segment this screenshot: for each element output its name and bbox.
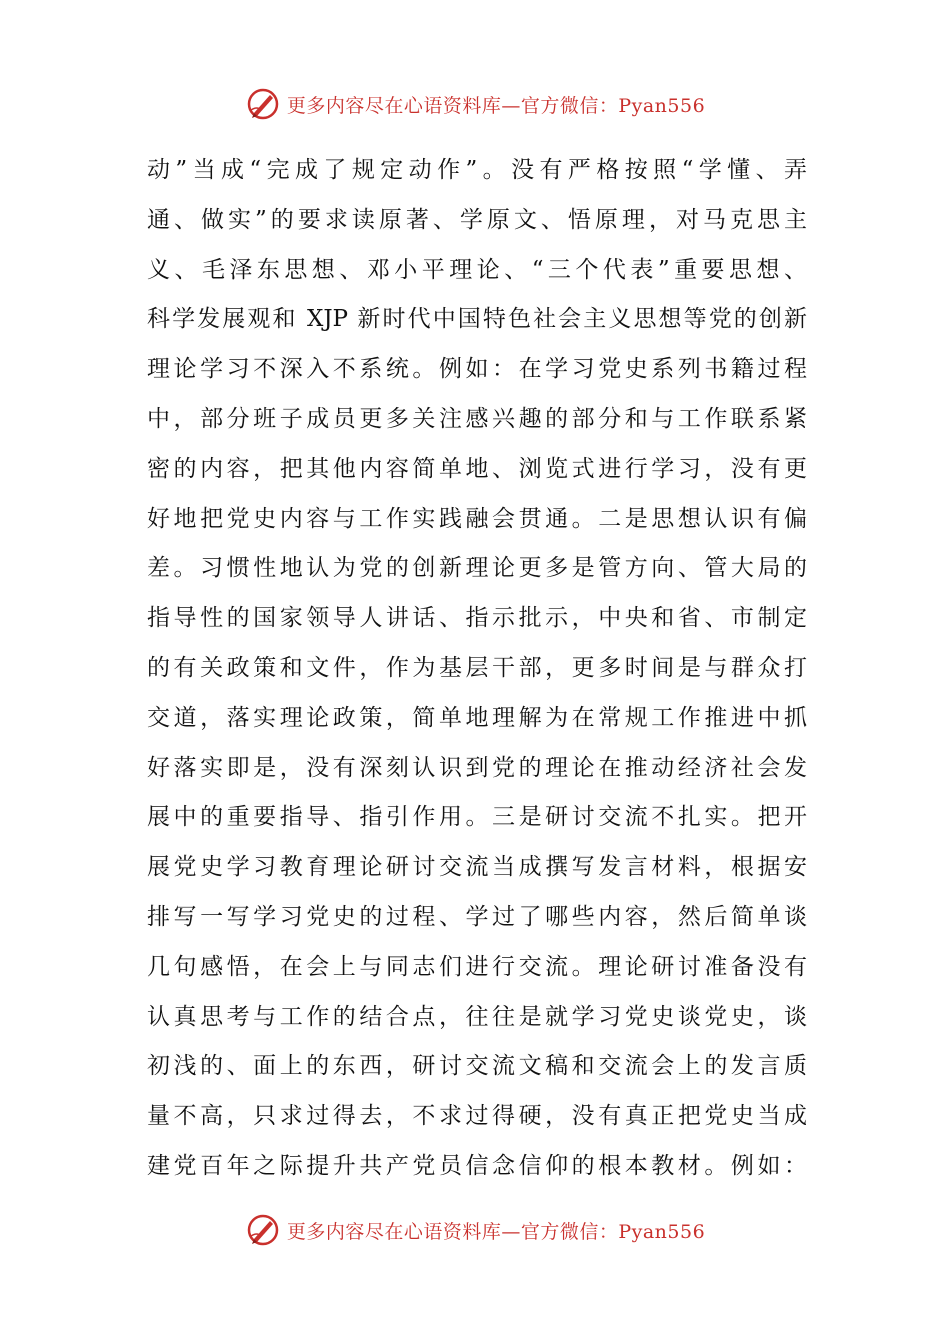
text-line: 初浅的、面上的东西，研讨交流文稿和交流会上的发言质 bbox=[147, 1053, 807, 1080]
text-line: 认真思考与工作的结合点，往往是就学习党史谈党史，谈 bbox=[147, 1003, 807, 1030]
header-banner bbox=[0, 82, 950, 126]
document-body bbox=[147, 146, 807, 1192]
text-line: 交道，落实理论政策，简单地理解为在常规工作推进中抓 bbox=[147, 704, 807, 731]
text-line: 建党百年之际提升共产党员信念信仰的根本教材。例如： bbox=[147, 1152, 807, 1179]
text-line: 指导性的国家领导人讲话、指示批示，中央和省、市制定 bbox=[147, 605, 807, 632]
header-banner-text: 更多内容尽在心语资料库—官方微信：Pyan556 bbox=[286, 94, 706, 117]
text-line: 排写一写学习党史的过程、学过了哪些内容，然后简单谈 bbox=[147, 903, 807, 930]
text-line: 密的内容，把其他内容简单地、浏览式进行学习，没有更 bbox=[147, 455, 807, 482]
text-line: 几句感悟，在会上与同志们进行交流。理论研讨准备没有 bbox=[147, 953, 807, 980]
footer-banner-text: 更多内容尽在心语资料库—官方微信：Pyan556 bbox=[286, 1220, 706, 1243]
text-line: 展党史学习教育理论研讨交流当成撰写发言材料，根据安 bbox=[147, 854, 807, 881]
pen-logo-icon bbox=[245, 1212, 281, 1248]
text-line: 理论学习不深入不系统。例如：在学习党史系列书籍过程 bbox=[147, 356, 807, 383]
text-line: 中，部分班子成员更多关注感兴趣的部分和与工作联系紧 bbox=[147, 405, 807, 432]
text-line: 好地把党史内容与工作实践融会贯通。二是思想认识有偏 bbox=[147, 505, 807, 532]
text-line: 好落实即是，没有深刻认识到党的理论在推动经济社会发 bbox=[147, 754, 807, 781]
footer-banner bbox=[0, 1208, 950, 1252]
text-line: 展中的重要指导、指引作用。三是研讨交流不扎实。把开 bbox=[147, 804, 807, 831]
text-line: 量不高，只求过得去，不求过得硬，没有真正把党史当成 bbox=[147, 1103, 807, 1130]
text-line: 科学发展观和 XJP 新时代中国特色社会主义思想等党的创新 bbox=[147, 306, 807, 333]
text-line: 义、毛泽东思想、邓小平理论、“三个代表”重要思想、 bbox=[147, 256, 807, 283]
text-line: 差。习惯性地认为党的创新理论更多是管方向、管大局的 bbox=[147, 555, 807, 582]
text-line: 的有关政策和文件，作为基层干部，更多时间是与群众打 bbox=[147, 654, 807, 681]
pen-logo-icon bbox=[245, 86, 281, 122]
text-line: 通、做实”的要求读原著、学原文、悟原理，对马克思主 bbox=[147, 206, 807, 233]
text-line: 动”当成“完成了规定动作”。没有严格按照“学懂、弄 bbox=[147, 157, 807, 183]
